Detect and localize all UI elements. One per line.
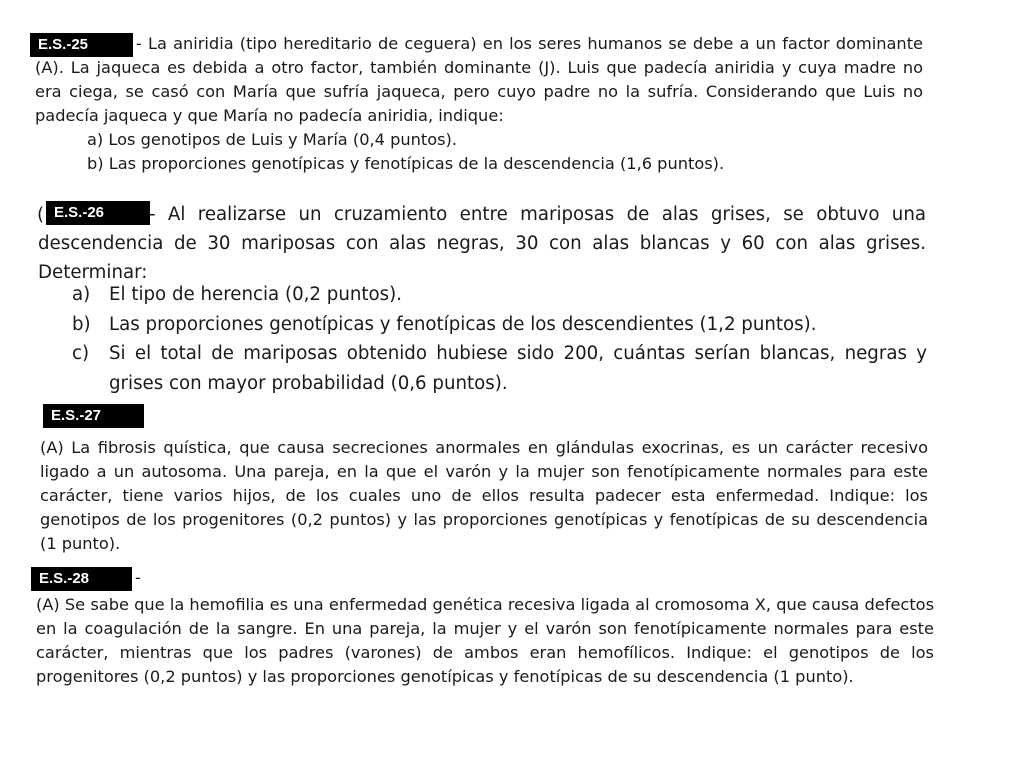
question-26-item-a [72,280,927,310]
item-text: Las proporciones genotípicas y fenotípicas de los descendientes (1,2 puntos). [109,314,817,335]
question-27-text: (A) La fibrosis quística, que causa secreciones anormales en glándulas exocrinas, es un carácter recesivo ligado a un autosoma. Una pareja, en la que el varón y la mujer son fenotípicamente normales para este carácter, tiene varios hijos, de los cuales uno de ellos resulta padecer esta enfermedad. Indique: los genotipos de los progenitores (0,2 puntos) y las proporciones genotípicas y fenotípicas de su descendencia (1 punto). [40,438,928,553]
item-text: Si el total de mariposas obtenido hubiese sido 200, cuántas serían blancas, negras y grises con mayor probabilidad (0,6 puntos). [109,343,927,394]
question-25-text: - La aniridia (tipo hereditario de ceguera) en los seres humanos se debe a un factor dominante (A). La jaqueca es debida a otro factor, también dominante (J). Luis que padecía aniridia y cuya madre no era ciega, se casó con María que sufría jaqueca, pero cuyo padre no la sufría. Considerando que Luis no padecía jaqueca y que María no padecía aniridia, indique: [35,34,923,125]
item-text: El tipo de herencia (0,2 puntos). [109,284,402,305]
question-label-es-27: E.S.-27 [43,404,144,428]
question-26-item-b [72,310,927,340]
question-26-item-c [72,339,927,399]
question-26-lead-fragment: ( [37,204,45,225]
item-marker: c) [72,343,90,364]
question-25-item-b: b) Las proporciones genotípicas y fenotípicas de la descendencia (1,6 puntos). [87,154,725,173]
item-marker: a) [72,284,91,305]
item-marker: b) [72,314,91,335]
question-28-dash: - [135,568,141,587]
question-26-text: - Al realizarse un cruzamiento entre mariposas de alas grises, se obtuvo una descendencia de 30 mariposas con alas negras, 30 con alas blancas y 60 con alas grises. Determinar: [38,204,926,283]
question-25-item-a: a) Los genotipos de Luis y María (0,4 puntos). [87,130,458,149]
question-label-es-25: E.S.-25 [30,33,133,57]
question-28-text: (A) Se sabe que la hemofilia es una enfermedad genética recesiva ligada al cromosoma X, que causa defectos en la coagulación de la sangre. En una pareja, la mujer y el varón son fenotípicamente normales para este carácter, mientras que los padres (varones) de ambos eran hemofílicos. Indique: el genotipos de los progenitores (0,2 puntos) y las proporciones genotípicas y fenotípicas de su descendencia (1 punto). [36,595,934,686]
question-label-es-28: E.S.-28 [31,567,132,591]
question-label-es-26: E.S.-26 [46,201,150,225]
